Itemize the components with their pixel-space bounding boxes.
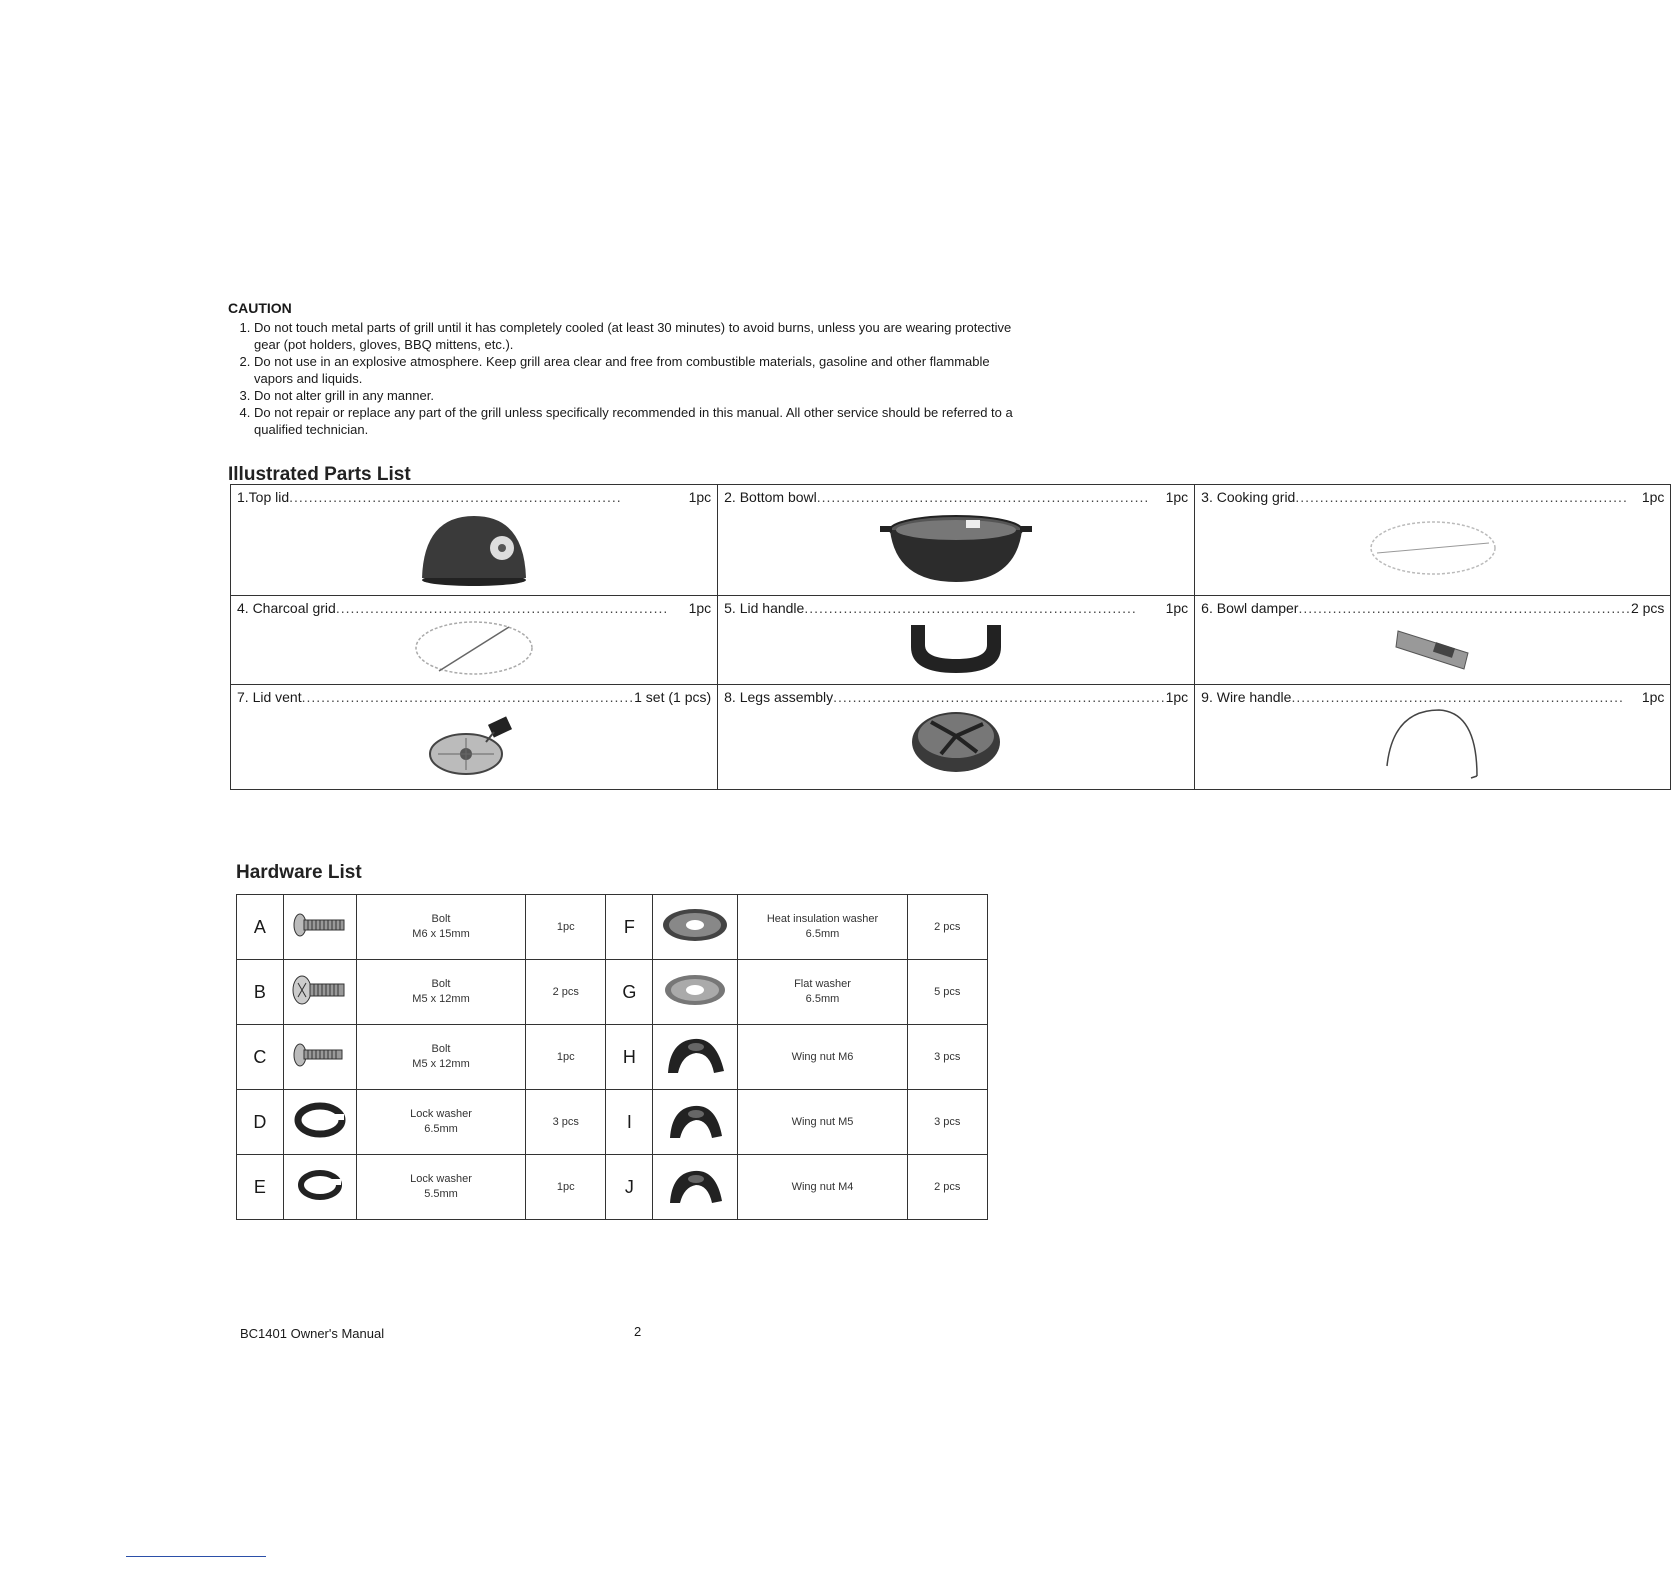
hardware-row [237, 1090, 988, 1155]
hw-desc-line: 6.5mm [805, 993, 840, 1005]
hw-desc-line: Wing nut M5 [791, 1115, 854, 1128]
hw-letter: G [606, 960, 653, 1025]
hw-desc-line: M5 x 12mm [412, 993, 470, 1005]
hw-letter: B [237, 960, 284, 1025]
hw-letter: A [237, 895, 284, 960]
wing-nut-icon [653, 1025, 738, 1090]
hw-desc-line: Flat washer [794, 978, 851, 990]
caution-list [228, 319, 1018, 438]
hw-letter: C [237, 1025, 284, 1090]
flat-washer-icon [653, 960, 738, 1025]
hw-desc [738, 895, 907, 960]
hw-desc [738, 1155, 907, 1220]
hw-letter: F [606, 895, 653, 960]
part-cell [718, 685, 1195, 790]
heat-washer-icon [653, 895, 738, 960]
hw-desc [738, 1090, 907, 1155]
cooking-grid-icon [1195, 505, 1670, 591]
hardware-table [236, 894, 988, 1220]
bottom-bowl-icon [718, 505, 1194, 591]
hw-desc-line: Heat insulation washer [766, 913, 879, 925]
caution-item: 2. Do not use in an explosive atmosphere. Keep grill area clear and free from combustible materials, gasoline and other flammable vapors and liquids. [254, 353, 1018, 387]
hw-desc [356, 960, 525, 1025]
hw-desc [356, 1155, 525, 1220]
part-cell [1195, 685, 1671, 790]
hw-qty: 3 pcs [526, 1090, 606, 1155]
caution-item: 4. Do not repair or replace any part of the grill unless specifically recommended in this manual. All other service should be referred to a qualified technician. [254, 404, 1018, 438]
hw-desc-line: M6 x 15mm [412, 928, 470, 940]
hw-letter: H [606, 1025, 653, 1090]
part-cell [231, 596, 718, 685]
hw-qty: 1pc [526, 1155, 606, 1220]
lock-washer-icon [283, 1090, 356, 1155]
hw-qty: 1pc [526, 895, 606, 960]
part-name: 3. Cooking grid [1201, 489, 1296, 505]
bolt-icon [283, 960, 356, 1025]
hw-desc-line: Lock washer [410, 1108, 472, 1120]
hw-desc-line: 6.5mm [424, 1123, 458, 1135]
hw-qty: 1pc [526, 1025, 606, 1090]
caution-item: 3. Do not alter grill in any manner. [254, 387, 1018, 404]
hw-desc [356, 1025, 525, 1090]
caution-title: CAUTION [228, 300, 292, 316]
hw-letter: E [237, 1155, 284, 1220]
parts-table [230, 484, 1671, 790]
bowl-damper-icon [1195, 616, 1670, 680]
top-lid-icon [231, 505, 717, 591]
part-cell [718, 596, 1195, 685]
part-qty: 1pc [1641, 689, 1665, 705]
hw-qty: 3 pcs [907, 1025, 987, 1090]
part-cell [231, 485, 718, 596]
hw-desc-line: Bolt [431, 978, 451, 990]
legs-assembly-icon [718, 705, 1194, 785]
part-name: 9. Wire handle [1201, 689, 1292, 705]
part-name: 2. Bottom bowl [724, 489, 817, 505]
footnote-rule [126, 1556, 266, 1557]
hw-qty: 3 pcs [907, 1090, 987, 1155]
wing-nut-icon [653, 1155, 738, 1220]
part-qty: 1 set (1 pcs) [634, 689, 712, 705]
wire-handle-icon [1195, 705, 1670, 785]
part-name: 6. Bowl damper [1201, 600, 1299, 616]
part-cell [1195, 596, 1671, 685]
hw-desc-line: M5 x 12mm [412, 1058, 470, 1070]
hardware-row [237, 895, 988, 960]
hw-desc-line: Wing nut M4 [791, 1180, 854, 1193]
hw-desc-line: Lock washer [410, 1173, 472, 1185]
caution-section [228, 300, 1018, 438]
footer-manual-name: BC1401 Owner's Manual [240, 1326, 385, 1341]
hw-desc-line: 5.5mm [424, 1188, 458, 1200]
hw-desc-line: Bolt [431, 1043, 451, 1055]
charcoal-grid-icon [231, 616, 717, 680]
hw-desc [356, 895, 525, 960]
part-qty: 1pc [1641, 489, 1665, 505]
hw-desc-line: Bolt [431, 913, 451, 925]
hardware-list-title: Hardware List [236, 862, 362, 883]
hardware-row [237, 1025, 988, 1090]
hw-qty: 2 pcs [907, 1155, 987, 1220]
hw-desc [738, 960, 907, 1025]
part-qty: 2 pcs [1630, 600, 1665, 616]
part-cell [718, 485, 1195, 596]
bolt-icon [283, 895, 356, 960]
hw-desc [356, 1090, 525, 1155]
part-name: 7. Lid vent [237, 689, 302, 705]
part-cell [1195, 485, 1671, 596]
hw-desc [738, 1025, 907, 1090]
part-name: 8. Legs assembly [724, 689, 834, 705]
part-name: 5. Lid handle [724, 600, 805, 616]
lock-washer-icon [283, 1155, 356, 1220]
part-name: 4. Charcoal grid [237, 600, 336, 616]
lid-vent-icon [231, 705, 717, 785]
hw-letter: I [606, 1090, 653, 1155]
bolt-icon [283, 1025, 356, 1090]
part-qty: 1pc [1165, 489, 1189, 505]
part-name: 1.Top lid [237, 489, 290, 505]
hardware-row [237, 1155, 988, 1220]
part-qty: 1pc [688, 489, 712, 505]
part-qty: 1pc [1165, 689, 1189, 705]
part-qty: 1pc [1165, 600, 1189, 616]
hw-qty: 2 pcs [526, 960, 606, 1025]
wing-nut-icon [653, 1090, 738, 1155]
hw-qty: 5 pcs [907, 960, 987, 1025]
hw-letter: J [606, 1155, 653, 1220]
hw-desc-line: Wing nut M6 [791, 1050, 854, 1063]
hw-qty: 2 pcs [907, 895, 987, 960]
caution-item: 1. Do not touch metal parts of grill until it has completely cooled (at least 30 minutes) to avoid burns, unless you are wearing protective gear (pot holders, gloves, BBQ mittens, etc.). [254, 319, 1018, 353]
hardware-row [237, 960, 988, 1025]
page-number: 2 [634, 1324, 642, 1339]
parts-list-title: Illustrated Parts List [228, 464, 411, 485]
part-qty: 1pc [688, 600, 712, 616]
hw-desc-line: 6.5mm [805, 928, 840, 940]
lid-handle-icon [718, 616, 1194, 680]
hw-letter: D [237, 1090, 284, 1155]
part-cell [231, 685, 718, 790]
